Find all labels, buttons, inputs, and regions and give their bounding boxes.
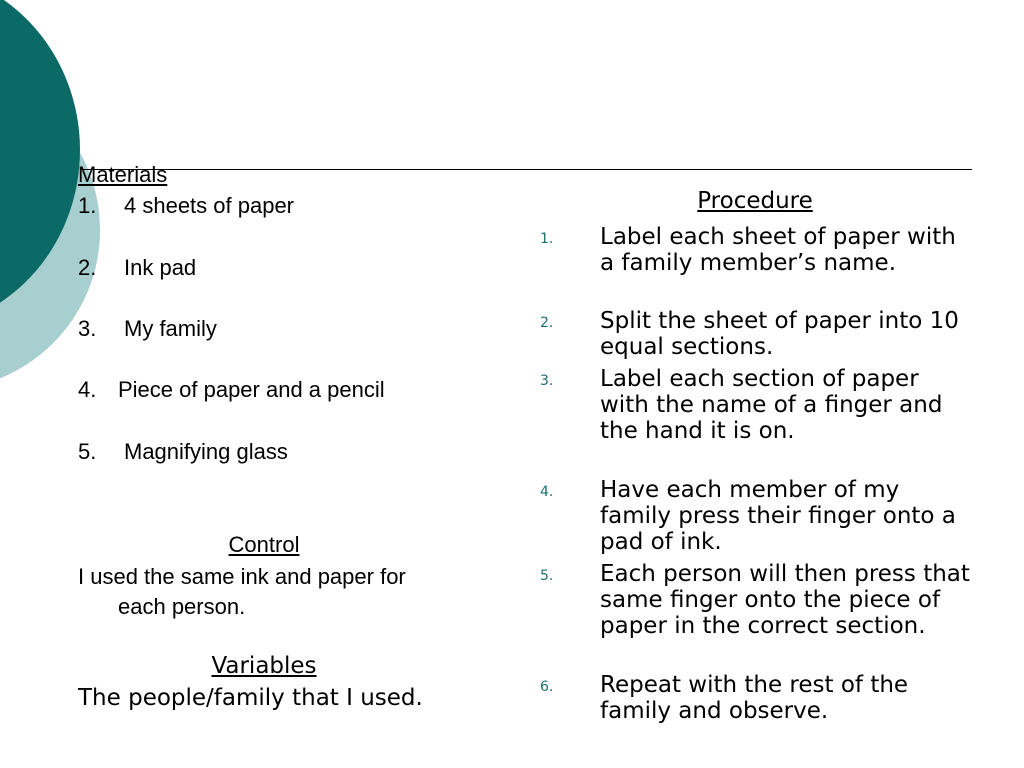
procedure-step — [540, 366, 970, 444]
procedure-step — [540, 224, 970, 276]
title-divider — [80, 169, 972, 170]
material-number: 3. — [78, 316, 97, 341]
material-item — [78, 316, 217, 342]
material-number: 2. — [78, 255, 97, 280]
step-number: 5. — [540, 568, 554, 584]
material-text: Magnifying glass — [124, 439, 288, 464]
procedure-step — [540, 672, 970, 724]
variables-text: The people/family that I used. — [78, 685, 423, 711]
control-heading: Control — [228, 532, 300, 557]
material-number: 5. — [78, 439, 97, 464]
procedure-step — [540, 308, 970, 360]
procedure-heading: Procedure — [697, 188, 813, 214]
step-number: 3. — [540, 373, 554, 389]
material-text: 4 sheets of paper — [124, 193, 295, 218]
material-item — [78, 439, 288, 465]
control-text: I used the same ink and paper for each person. — [78, 564, 406, 619]
step-text: Each person will then press that same finger onto the piece of paper in the correct section. — [600, 561, 970, 639]
step-number: 4. — [540, 484, 554, 500]
step-number: 6. — [540, 679, 554, 695]
material-item — [78, 255, 196, 281]
material-number: 1. — [78, 193, 97, 218]
procedure-step — [540, 561, 970, 639]
step-number: 1. — [540, 231, 554, 247]
step-number: 2. — [540, 315, 554, 331]
material-number: 4. — [78, 377, 97, 402]
variables-heading: Variables — [211, 653, 317, 679]
step-text: Label each sheet of paper with a family member’s name. — [600, 224, 956, 276]
material-item — [78, 193, 294, 219]
material-text: Piece of paper and a pencil — [118, 377, 385, 402]
material-item — [78, 377, 385, 403]
step-text: Split the sheet of paper into 10 equal sections. — [600, 308, 959, 360]
step-text: Repeat with the rest of the family and observe. — [600, 672, 909, 724]
material-text: Ink pad — [124, 255, 197, 280]
procedure-step — [540, 477, 970, 555]
step-text: Have each member of my family press their finger onto a pad of ink. — [600, 477, 956, 555]
material-text: My family — [124, 316, 217, 341]
materials-heading: Materials — [78, 162, 168, 187]
step-text: Label each section of paper with the name of a finger and the hand it is on. — [600, 366, 943, 444]
